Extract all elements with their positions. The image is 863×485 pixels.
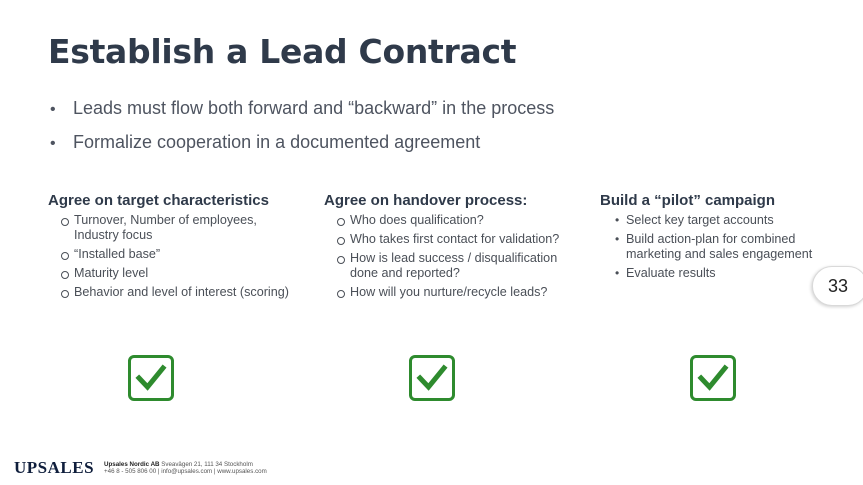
circle-bullet-icon [337, 290, 345, 298]
footer-contact: +46 8 - 505 806 00 | info@upsales.com | www.upsales.com [104, 468, 267, 475]
list-item-text: Build action-plan for combined marketing and sales engagement [626, 232, 813, 261]
bullet-dot-icon: • [615, 266, 620, 280]
list-item [48, 213, 303, 243]
column-list [324, 213, 574, 300]
footer-text [104, 461, 267, 476]
column-handover-process [324, 192, 574, 304]
list-item-text: “Installed base” [74, 247, 161, 261]
list-item [324, 251, 574, 281]
column-heading: Agree on handover process: [324, 192, 528, 209]
list-item [324, 213, 574, 228]
list-item-text: Who does qualification? [350, 213, 484, 227]
bullet-dot-icon: • [50, 135, 56, 152]
list-item [600, 213, 840, 228]
checkbox-checked-icon [409, 355, 455, 401]
list-item-text: Who takes first contact for validation? [350, 232, 560, 246]
list-item [48, 266, 303, 281]
circle-bullet-icon [61, 271, 69, 279]
page-number: 33 [828, 276, 849, 296]
checkbox-checked-icon [128, 355, 174, 401]
column-target-characteristics [48, 192, 303, 304]
footer-address-line [104, 461, 267, 469]
page-number-badge [812, 266, 863, 306]
column-heading: Build a “pilot” campaign [600, 192, 776, 209]
circle-bullet-icon [337, 237, 345, 245]
column-pilot-campaign [600, 192, 840, 285]
bullet-text: Formalize cooperation in a documented agreement [73, 132, 481, 152]
column-heading: Agree on target characteristics [48, 192, 269, 209]
bullet-item [50, 98, 554, 119]
list-item [324, 232, 574, 247]
list-item-text: Behavior and level of interest (scoring) [74, 285, 289, 299]
bullet-dot-icon: • [50, 101, 56, 118]
checkbox-checked-icon [690, 355, 736, 401]
circle-bullet-icon [61, 218, 69, 226]
upsales-logo: UPSALES [14, 458, 95, 477]
bullet-text: Leads must flow both forward and “backward” in the process [73, 98, 555, 118]
list-item-text: How is lead success / disqualification done and reported? [350, 251, 558, 280]
circle-bullet-icon [337, 256, 345, 264]
main-bullet-list [50, 98, 554, 166]
column-list [600, 213, 840, 281]
list-item [600, 266, 840, 281]
list-item-text: Maturity level [74, 266, 149, 280]
bullet-dot-icon: • [615, 213, 620, 227]
list-item-text: Evaluate results [626, 266, 716, 280]
circle-bullet-icon [337, 218, 345, 226]
list-item [324, 285, 574, 300]
footer-address: Sveavägen 21, 111 34 Stockholm [159, 460, 253, 468]
footer-company: Upsales Nordic AB [104, 460, 160, 468]
bullet-dot-icon: • [615, 232, 620, 246]
slide-title: Establish a Lead Contract [48, 32, 517, 71]
list-item [48, 247, 303, 262]
list-item-text: Select key target accounts [626, 213, 774, 227]
circle-bullet-icon [61, 290, 69, 298]
list-item [600, 232, 840, 262]
list-item-text: Turnover, Number of employees, Industry focus [74, 213, 257, 242]
footer [14, 458, 267, 478]
column-list [48, 213, 303, 300]
list-item [48, 285, 303, 300]
circle-bullet-icon [61, 252, 69, 260]
list-item-text: How will you nurture/recycle leads? [350, 285, 548, 299]
bullet-item [50, 132, 554, 153]
